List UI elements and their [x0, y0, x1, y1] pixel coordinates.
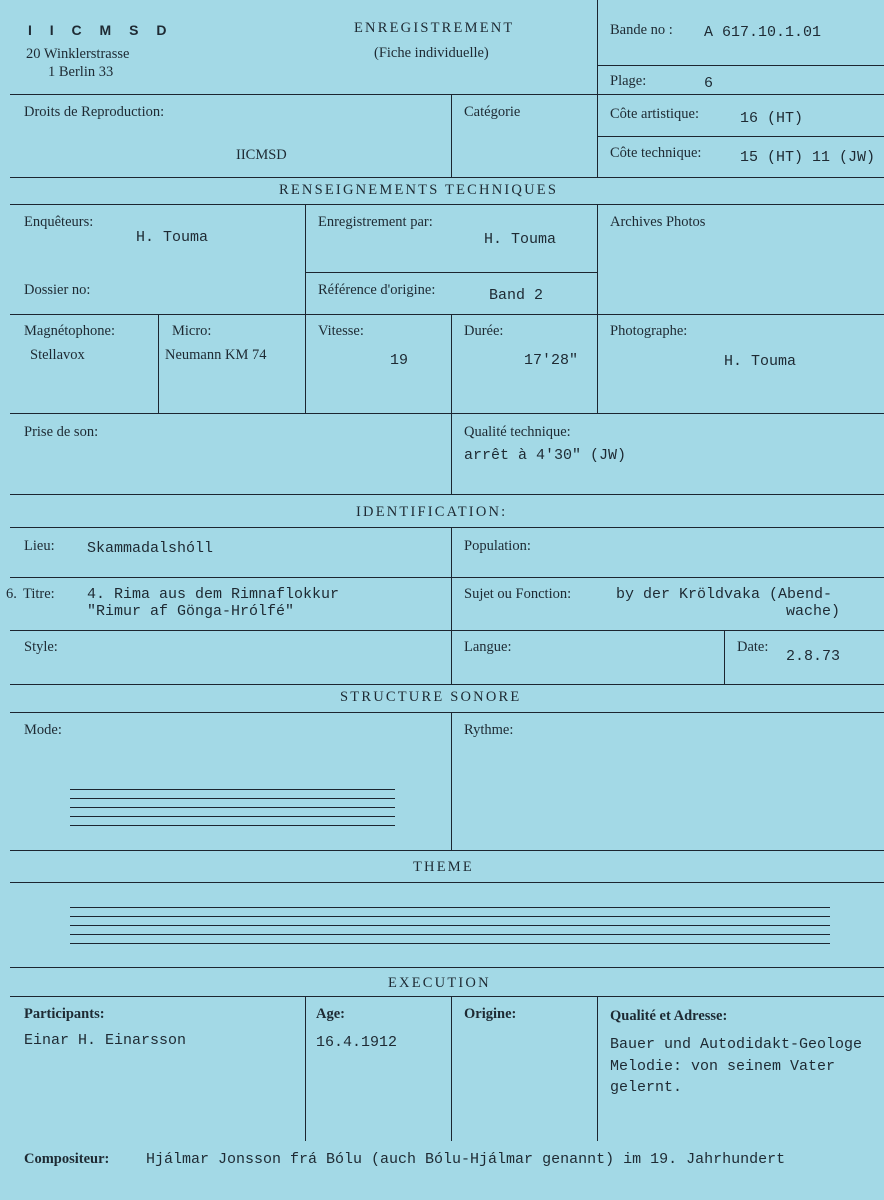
rule-ref-top — [305, 272, 597, 273]
execution-section-title: EXECUTION — [388, 975, 491, 991]
titre-value-line-2: "Rimur af Gönga-Hrólfé" — [87, 603, 295, 620]
card-subtitle: (Fiche individuelle) — [374, 45, 489, 61]
mode-staff-line — [70, 807, 395, 808]
institute-logo: I I C M S D — [28, 22, 174, 38]
rule-rights-bottom — [10, 177, 884, 178]
vitesse-label: Vitesse: — [318, 323, 364, 339]
mode-staff-line — [70, 798, 395, 799]
rule-v-ident — [451, 527, 452, 684]
rule-dossier-bottom — [10, 314, 884, 315]
mode-staff-line — [70, 825, 395, 826]
theme-staff-line — [70, 925, 830, 926]
theme-staff-line — [70, 943, 830, 944]
lieu-value: Skammadalshóll — [87, 540, 214, 557]
rule-prise-bottom — [10, 494, 884, 495]
rule-style-bottom — [10, 684, 884, 685]
magnetophone-value: Stellavox — [30, 347, 85, 363]
droits-label: Droits de Reproduction: — [24, 104, 165, 120]
date-label: Date: — [737, 639, 769, 655]
plage-value: 6 — [704, 75, 714, 92]
duree-value: 17'28" — [524, 352, 579, 369]
rule-v-duree — [451, 314, 452, 413]
mode-label: Mode: — [24, 722, 62, 738]
enregistrement-par-label: Enregistrement par: — [318, 214, 433, 230]
reference-value: Band 2 — [489, 287, 544, 304]
rule-header-bottom — [10, 94, 884, 95]
card-title: ENREGISTREMENT — [354, 20, 515, 36]
theme-section-title: THEME — [413, 859, 474, 875]
rule-ident-title-bottom — [10, 527, 884, 528]
qualite-adresse-line-3: gelernt. — [610, 1079, 683, 1096]
micro-value: Neumann KM 74 — [165, 347, 267, 363]
rule-cote-split — [597, 136, 884, 137]
dossier-label: Dossier no: — [24, 282, 91, 298]
qualite-adresse-line-1: Bauer und Autodidakt-Geologe — [610, 1036, 863, 1053]
droits-value: IICMSD — [236, 147, 287, 163]
photographe-label: Photographe: — [610, 323, 688, 339]
enregistrement-par-value: H. Touma — [484, 231, 557, 248]
rule-lieu-bottom — [10, 577, 884, 578]
magnetophone-label: Magnétophone: — [24, 323, 116, 339]
sujet-value-line-1: by der Kröldvaka (Abend- — [616, 586, 833, 603]
enqueteurs-value: H. Touma — [136, 229, 209, 246]
rythme-label: Rythme: — [464, 722, 514, 738]
sujet-label: Sujet ou Fonction: — [464, 586, 572, 602]
qualite-technique-label: Qualité technique: — [464, 424, 571, 440]
compositeur-value: Hjálmar Jonsson frá Bólu (auch Bólu-Hjálmar genannt) im 19. Jahrhundert — [146, 1151, 786, 1168]
qualite-adresse-label: Qualité et Adresse: — [610, 1008, 728, 1024]
photographe-value: H. Touma — [724, 353, 797, 370]
rule-plage-top — [597, 65, 884, 66]
theme-staff-line — [70, 934, 830, 935]
theme-staff-line — [70, 916, 830, 917]
rule-v-categorie — [451, 94, 452, 177]
titre-value-line-1: 4. Rima aus dem Rimnaflokkur — [87, 586, 340, 603]
cote-artistique-value: 16 (HT) — [740, 110, 804, 127]
technical-section-title: RENSEIGNEMENTS TECHNIQUES — [279, 182, 559, 198]
participants-value: Einar H. Einarsson — [24, 1032, 187, 1049]
compositeur-label: Compositeur: — [24, 1151, 110, 1167]
bande-label: Bande no : — [610, 22, 673, 38]
rule-v-tech-left — [305, 204, 306, 413]
style-label: Style: — [24, 639, 58, 655]
rule-execution-title-bottom — [10, 996, 884, 997]
origine-label: Origine: — [464, 1006, 517, 1022]
rule-mode-bottom — [10, 850, 884, 851]
langue-label: Langue: — [464, 639, 512, 655]
rule-structure-title-bottom — [10, 712, 884, 713]
theme-staff-line — [70, 907, 830, 908]
lieu-label: Lieu: — [24, 538, 55, 554]
qualite-technique-value: arrêt à 4'30" (JW) — [464, 447, 627, 464]
structure-section-title: STRUCTURE SONORE — [340, 689, 522, 705]
rule-v-header — [597, 0, 598, 177]
rule-theme-title-bottom — [10, 882, 884, 883]
address-line-2: 1 Berlin 33 — [48, 64, 114, 80]
rule-tech-title-bottom — [10, 204, 884, 205]
rule-v-rythme — [451, 712, 452, 850]
age-value: 16.4.1912 — [316, 1034, 398, 1051]
rule-v-qualite-adresse — [597, 996, 598, 1141]
date-value: 2.8.73 — [786, 648, 841, 665]
duree-label: Durée: — [464, 323, 504, 339]
age-label: Age: — [316, 1006, 345, 1022]
mode-staff-line — [70, 789, 395, 790]
enqueteurs-label: Enquêteurs: — [24, 214, 94, 230]
rule-v-origine — [451, 996, 452, 1141]
population-label: Population: — [464, 538, 531, 554]
archives-photos-label: Archives Photos — [610, 214, 706, 230]
titre-number: 6. — [6, 586, 17, 602]
qualite-adresse-line-2: Melodie: von seinem Vater — [610, 1058, 836, 1075]
rule-theme-bottom — [10, 967, 884, 968]
mode-staff-line — [70, 816, 395, 817]
micro-label: Micro: — [172, 323, 212, 339]
rule-titre-bottom — [10, 630, 884, 631]
address-line-1: 20 Winklerstrasse — [26, 46, 130, 62]
categorie-label: Catégorie — [464, 104, 521, 120]
rule-v-micro — [158, 314, 159, 413]
reference-label: Référence d'origine: — [318, 282, 436, 298]
prise-de-son-label: Prise de son: — [24, 424, 99, 440]
identification-section-title: IDENTIFICATION: — [356, 504, 508, 520]
rule-v-qualite — [451, 413, 452, 494]
bande-value: A 617.10.1.01 — [704, 24, 822, 41]
titre-label: Titre: — [23, 586, 55, 602]
rule-v-date — [724, 630, 725, 684]
cote-technique-label: Côte technique: — [610, 145, 702, 161]
rule-equipment-bottom — [10, 413, 884, 414]
participants-label: Participants: — [24, 1006, 105, 1022]
rule-v-age — [305, 996, 306, 1141]
sujet-value-line-2: wache) — [786, 603, 841, 620]
plage-label: Plage: — [610, 73, 647, 89]
rule-v-tech-right — [597, 204, 598, 413]
vitesse-value: 19 — [390, 352, 409, 369]
cote-artistique-label: Côte artistique: — [610, 106, 699, 122]
cote-technique-value: 15 (HT) 11 (JW) — [740, 149, 876, 166]
